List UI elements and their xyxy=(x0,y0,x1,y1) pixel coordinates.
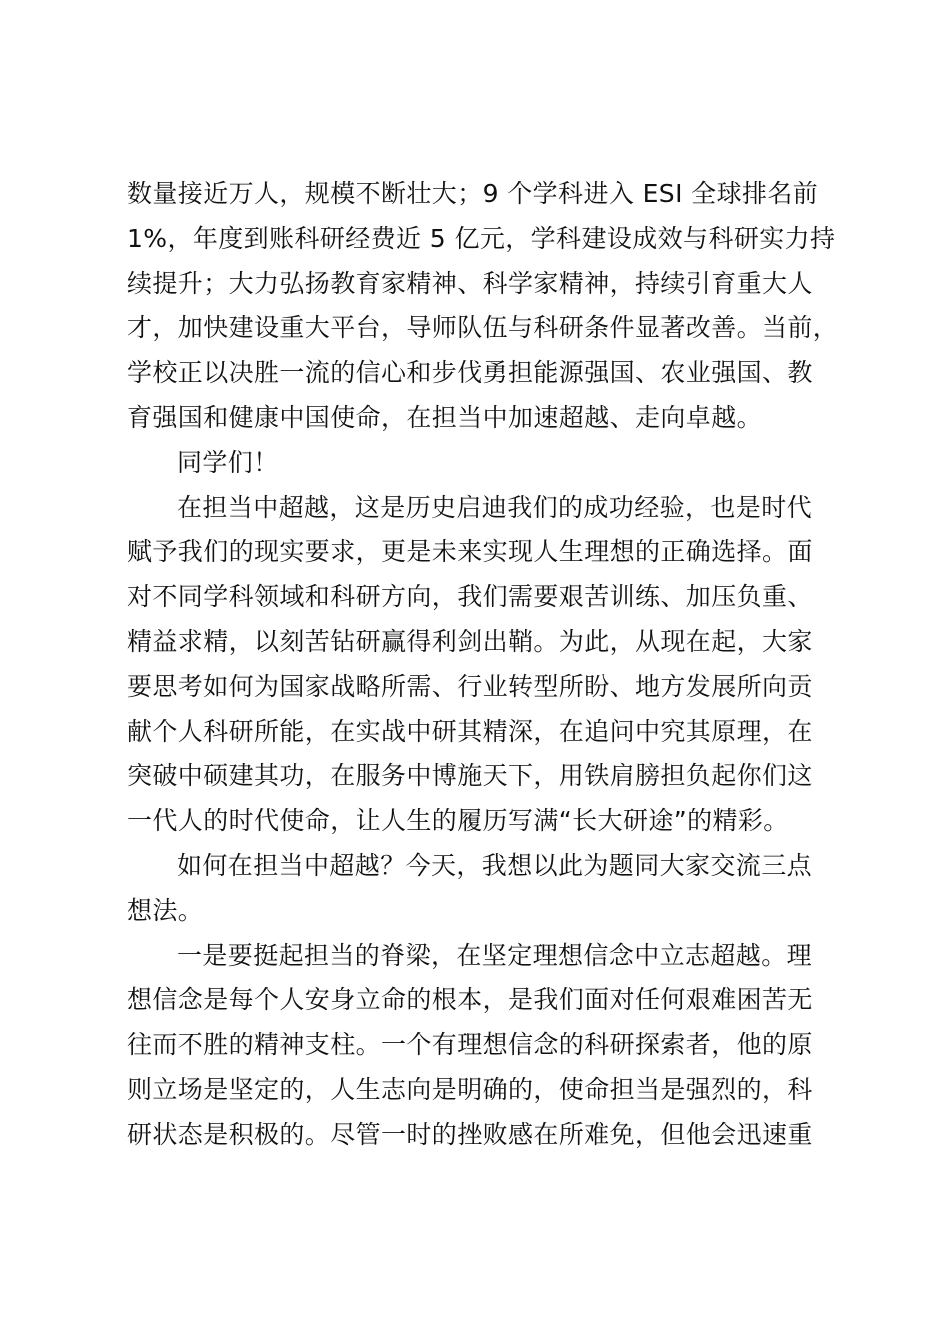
text-line: 1%，年度到账科研经费近 5 亿元，学科建设成效与科研实力持 xyxy=(127,223,836,253)
text-line: 往而不胜的精神支柱。一个有理想信念的科研探索者，他的原 xyxy=(127,1030,813,1060)
salutation-line: 同学们！ xyxy=(177,447,279,477)
text-line: 精益求精，以刻苦钻研赢得利剑出鞘。为此，从现在起，大家 xyxy=(127,626,813,656)
text-line: 献个人科研所能，在实战中研其精深，在追问中究其原理，在 xyxy=(127,716,813,746)
text-line: 续提升；大力弘扬教育家精神、科学家精神，持续引育重大人 xyxy=(127,268,813,298)
paragraph-start-line: 一是要挺起担当的脊梁，在坚定理想信念中立志超越。理 xyxy=(177,940,813,970)
paragraph-start-line: 如何在担当中超越？今天，我想以此为题同大家交流三点 xyxy=(177,850,813,880)
text-line: 想法。 xyxy=(127,895,204,925)
text-line: 想信念是每个人安身立命的根本，是我们面对任何艰难困苦无 xyxy=(127,985,813,1015)
text-line: 突破中硕建其功，在服务中博施天下，用铁肩膀担负起你们这 xyxy=(127,761,813,791)
text-line: 一代人的时代使命，让人生的履历写满“长大研途”的精彩。 xyxy=(127,806,789,836)
text-line: 学校正以决胜一流的信心和步伐勇担能源强国、农业强国、教 xyxy=(127,358,813,388)
text-line: 育强国和健康中国使命，在担当中加速超越、走向卓越。 xyxy=(127,402,763,432)
text-line: 则立场是坚定的，人生志向是明确的，使命担当是强烈的，科 xyxy=(127,1074,813,1104)
text-line: 要思考如何为国家战略所需、行业转型所盼、地方发展所向贡 xyxy=(127,671,813,701)
paragraph-start-line: 在担当中超越，这是历史启迪我们的成功经验，也是时代 xyxy=(177,492,813,522)
text-line: 才，加快建设重大平台，导师队伍与科研条件显著改善。当前， xyxy=(127,313,839,343)
text-line: 赋予我们的现实要求，更是未来实现人生理想的正确选择。面 xyxy=(127,537,813,567)
body-text xyxy=(127,172,847,1158)
text-line: 对不同学科领域和科研方向，我们需要艰苦训练、加压负重、 xyxy=(127,582,813,612)
text-line: 数量接近万人，规模不断壮大；9 个学科进入 ESI 全球排名前 xyxy=(127,179,819,208)
text-line: 研状态是积极的。尽管一时的挫败感在所难免，但他会迅速重 xyxy=(127,1119,813,1149)
